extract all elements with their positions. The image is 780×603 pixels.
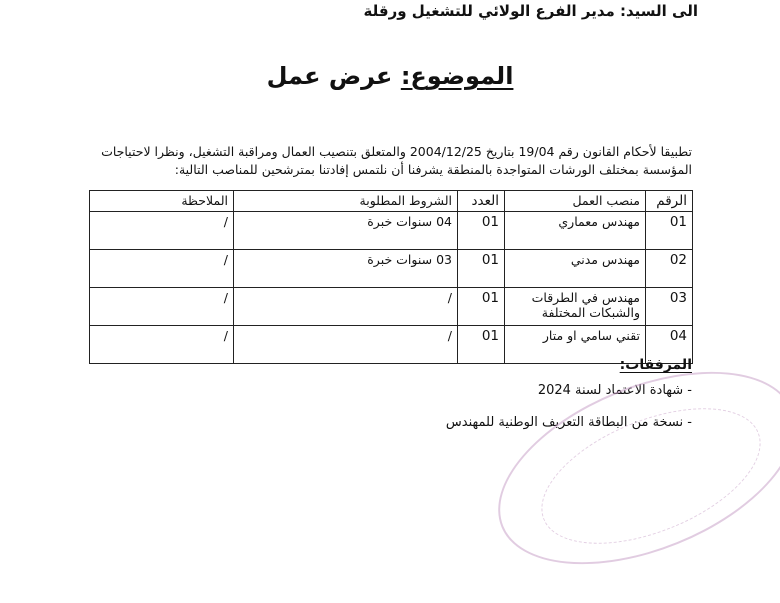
cell-count: 01 — [458, 326, 505, 364]
cell-requirements: / — [234, 288, 458, 326]
table-row — [90, 250, 693, 288]
header-position: منصب العمل — [505, 191, 646, 212]
header-count: العدد — [458, 191, 505, 212]
cell-requirements: 04 سنوات خبرة — [234, 212, 458, 250]
intro-line-2: المؤسسة بمختلف الورشات المتواجدة بالمنطقة يشرفنا أن نلتمس إفادتنا بمترشحين للمناصب التالية: — [174, 162, 692, 177]
cell-number: 01 — [646, 212, 693, 250]
cell-position: مهندس معماري — [505, 212, 646, 250]
cell-number: 03 — [646, 288, 693, 326]
subject-line — [0, 62, 780, 90]
cell-position: مهندس مدني — [505, 250, 646, 288]
cell-requirements: / — [234, 326, 458, 364]
cell-number: 02 — [646, 250, 693, 288]
cell-notes: / — [90, 326, 234, 364]
addressee-line: الى السيد: مدير الفرع الولائي للتشغيل ورقلة — [363, 2, 698, 20]
table-row — [90, 288, 693, 326]
table-row — [90, 326, 693, 364]
header-number: الرقم — [646, 191, 693, 212]
cell-notes: / — [90, 288, 234, 326]
table-row — [90, 212, 693, 250]
subject-key: الموضوع: — [400, 62, 514, 90]
header-notes: الملاحظة — [90, 191, 234, 212]
intro-paragraph — [92, 143, 692, 179]
intro-line-1: تطبيقا لأحكام القانون رقم 19/04 بتاريخ 2004/12/25 والمتعلق بتنصيب العمال ومراقبة التشغيل، ونظرا لاحتياجات — [101, 144, 692, 159]
cell-position: تقني سامي او متار — [505, 326, 646, 364]
cell-requirements: 03 سنوات خبرة — [234, 250, 458, 288]
cell-count: 01 — [458, 212, 505, 250]
cell-count: 01 — [458, 250, 505, 288]
job-offer-table — [89, 190, 693, 364]
cell-position: مهندس في الطرقات والشبكات المختلفة — [505, 288, 646, 326]
cell-number: 04 — [646, 326, 693, 364]
attachment-item: - شهادة الاعتماد لسنة 2024 — [537, 383, 692, 398]
header-requirements: الشروط المطلوبة — [234, 191, 458, 212]
subject-value: عرض عمل — [266, 62, 393, 90]
table-header-row — [90, 191, 693, 212]
cell-notes: / — [90, 250, 234, 288]
cell-notes: / — [90, 212, 234, 250]
attachments-title: المرفقات: — [619, 357, 692, 373]
cell-count: 01 — [458, 288, 505, 326]
attachment-item: - نسخة من البطاقة التعريف الوطنية للمهندس — [445, 415, 692, 430]
